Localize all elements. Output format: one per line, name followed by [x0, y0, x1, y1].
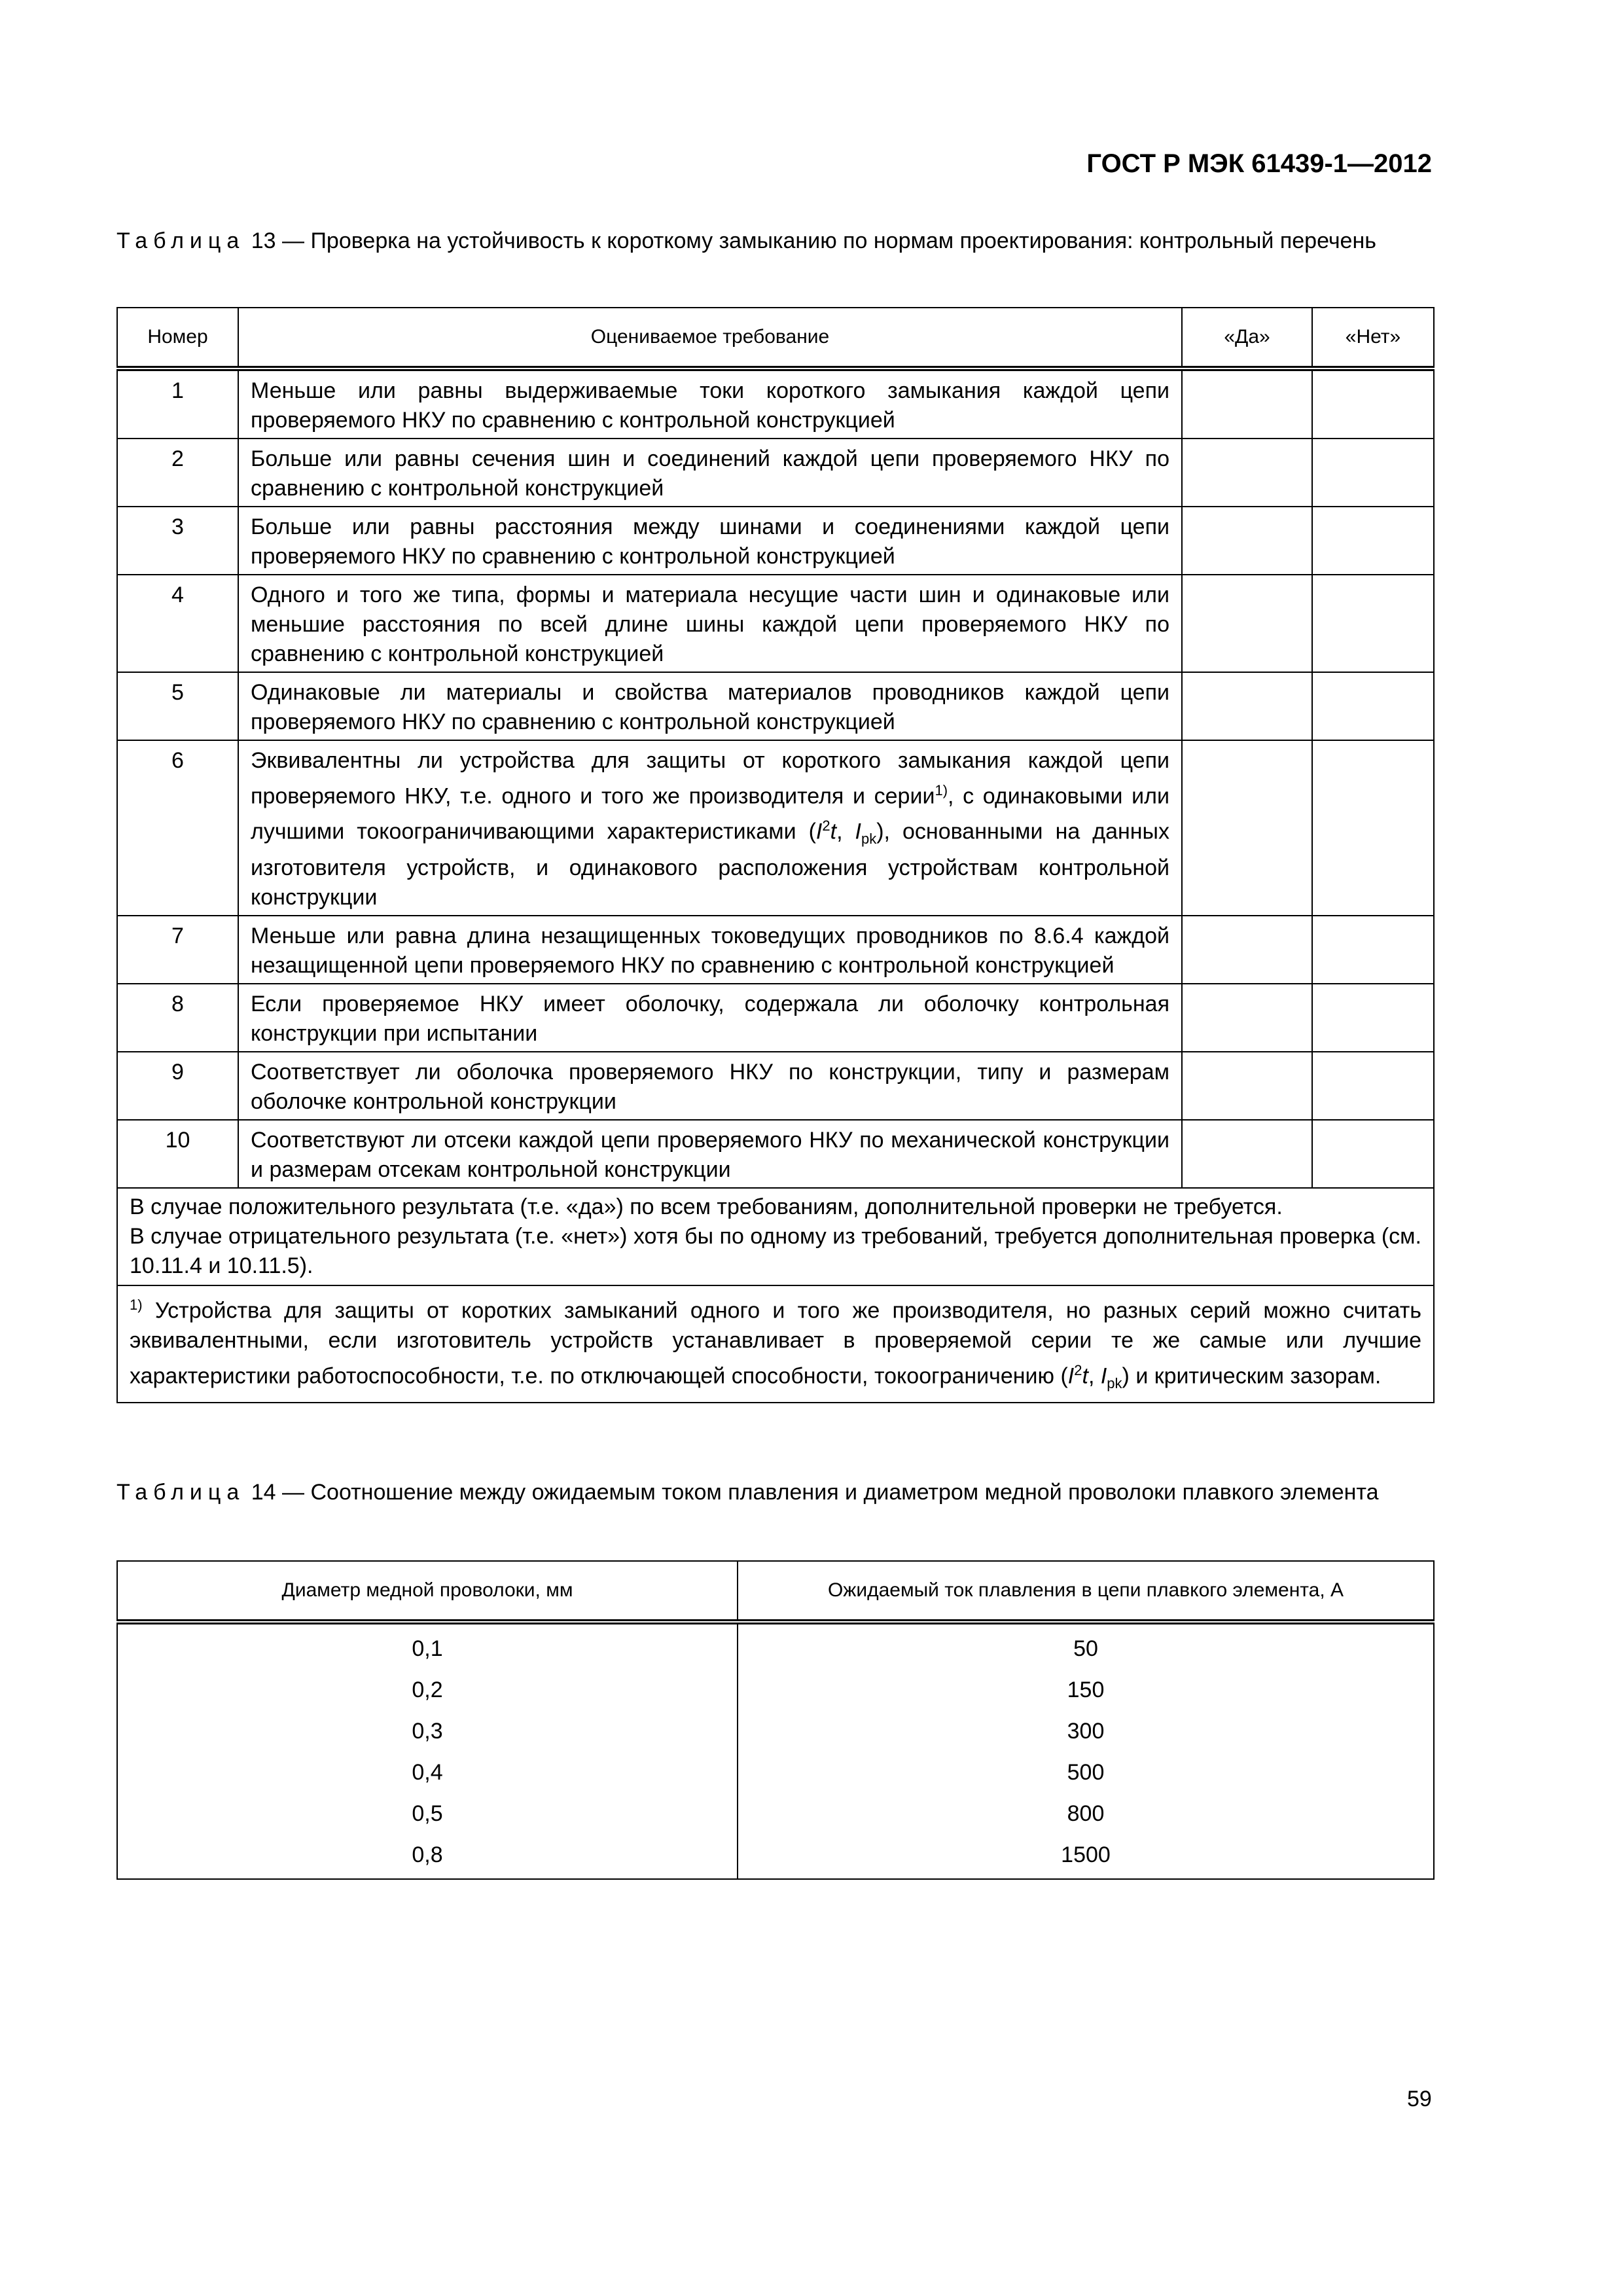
table-row [117, 1835, 1434, 1879]
no-cell [1312, 984, 1434, 1052]
page-number: 59 [1407, 2087, 1432, 2111]
symbol-t: t [830, 819, 837, 844]
header-fusing-current: Ожидаемый ток плавления в цепи плавкого элемента, А [738, 1561, 1434, 1622]
row-number: 10 [117, 1120, 238, 1188]
table-13-caption-text: 13 — Проверка на устойчивость к короткому замыканию по нормам проектирования: контрольный перечень [251, 228, 1376, 253]
symbol-i: I [1067, 1363, 1075, 1389]
yes-cell [1182, 672, 1312, 740]
footnote-row [117, 1285, 1434, 1402]
table-14-caption [116, 1478, 1432, 1507]
row-requirement: Больше или равны сечения шин и соединений каждой цепи проверяемого НКУ по сравнению с контрольной конструкцией [238, 439, 1182, 507]
yes-cell [1182, 507, 1312, 575]
yes-cell [1182, 916, 1312, 984]
yes-cell [1182, 439, 1312, 507]
diameter-cell: 0,4 [117, 1752, 738, 1793]
no-cell [1312, 672, 1434, 740]
row-number: 2 [117, 439, 238, 507]
symbol-separator: , [1088, 1363, 1101, 1389]
req-text-part: ), основанными на данных изготовителя устройств, и одинакового расположения устройствам контрольной конструкции [251, 819, 1169, 910]
table-14-caption-text: 14 — Соотношение между ожидаемым током плавления и диаметром медной проволоки плавкого элемента [251, 1480, 1379, 1505]
summary-positive: В случае положительного результата (т.е. «да») по всем требованиям, дополнительной проверки не требуется. [130, 1194, 1283, 1220]
yes-cell [1182, 368, 1312, 439]
yes-cell [1182, 1120, 1312, 1188]
diameter-cell: 0,3 [117, 1711, 738, 1752]
header-yes: «Да» [1182, 308, 1312, 368]
no-cell [1312, 1120, 1434, 1188]
req-text-part: , с одинаковыми или лучшими токоограничивающими характеристиками ( [251, 783, 1169, 844]
no-cell [1312, 368, 1434, 439]
header-number: Номер [117, 308, 238, 368]
diameter-cell: 0,5 [117, 1793, 738, 1835]
row-requirement [238, 740, 1182, 916]
table-row [117, 740, 1434, 916]
yes-cell [1182, 575, 1312, 672]
footnote-text-part: ) и критическим зазорам. [1122, 1363, 1382, 1389]
summary-cell [117, 1188, 1434, 1285]
footnote-cell [117, 1285, 1434, 1402]
symbol-ipk: I [1100, 1363, 1107, 1389]
row-number: 8 [117, 984, 238, 1052]
symbol-pk-subscript: pk [861, 831, 877, 848]
symbol-exponent: 2 [1074, 1361, 1082, 1378]
symbol-exponent: 2 [822, 817, 830, 834]
req-text-part: Эквивалентны ли устройства для защиты от короткого замыкания каждой цепи проверяемого НКУ, т.е. одного и того же производителя и серии [251, 748, 1169, 809]
no-cell [1312, 507, 1434, 575]
table-row [117, 439, 1434, 507]
row-requirement: Больше или равны расстояния между шинами и соединениями каждой цепи проверяемого НКУ по сравнению с контрольной конструкцией [238, 507, 1182, 575]
table-13-header-row [117, 308, 1434, 368]
no-cell [1312, 575, 1434, 672]
header-wire-diameter: Диаметр медной проволоки, мм [117, 1561, 738, 1622]
table-row [117, 368, 1434, 439]
table-row [117, 575, 1434, 672]
summary-row [117, 1188, 1434, 1285]
table-row [117, 672, 1434, 740]
symbol-ipk: I [855, 819, 861, 844]
row-number: 9 [117, 1052, 238, 1120]
row-requirement: Меньше или равна длина незащищенных токоведущих проводников по 8.6.4 каждой незащищенной цепи проверяемого НКУ по сравнению с контрольной конструкцией [238, 916, 1182, 984]
table-row [117, 1052, 1434, 1120]
no-cell [1312, 916, 1434, 984]
table-row [117, 916, 1434, 984]
no-cell [1312, 740, 1434, 916]
row-number: 6 [117, 740, 238, 916]
no-cell [1312, 1052, 1434, 1120]
row-requirement: Меньше или равны выдерживаемые токи короткого замыкания каждой цепи проверяемого НКУ по сравнению с контрольной конструкцией [238, 368, 1182, 439]
current-cell: 800 [738, 1793, 1434, 1835]
row-number: 7 [117, 916, 238, 984]
table-14-header-row [117, 1561, 1434, 1622]
current-cell: 500 [738, 1752, 1434, 1793]
footnote-mark: 1) [130, 1297, 143, 1314]
document-standard-number: ГОСТ Р МЭК 61439-1—2012 [1086, 149, 1432, 178]
current-cell: 50 [738, 1622, 1434, 1670]
yes-cell [1182, 1052, 1312, 1120]
current-cell: 300 [738, 1711, 1434, 1752]
yes-cell [1182, 740, 1312, 916]
row-requirement: Если проверяемое НКУ имеет оболочку, содержала ли оболочку контрольная конструкции при испытании [238, 984, 1182, 1052]
row-requirement: Одного и того же типа, формы и материала несущие части шин и одинаковые или меньшие расстояния по всей длине шины каждой цепи проверяемого НКУ по сравнению с контрольной конструкцией [238, 575, 1182, 672]
row-requirement: Соответствует ли оболочка проверяемого НКУ по конструкции, типу и размерам оболочке контрольной конструкции [238, 1052, 1182, 1120]
diameter-cell: 0,1 [117, 1622, 738, 1670]
header-requirement: Оцениваемое требование [238, 308, 1182, 368]
symbol-t: t [1082, 1363, 1088, 1389]
table-13 [116, 307, 1435, 1403]
symbol-separator: , [836, 819, 855, 844]
table-row [117, 1670, 1434, 1711]
table-13-caption-word: Таблица [116, 228, 245, 253]
diameter-cell: 0,8 [117, 1835, 738, 1879]
row-requirement: Соответствуют ли отсеки каждой цепи проверяемого НКУ по механической конструкции и размерам отсекам контрольной конструкции [238, 1120, 1182, 1188]
table-13-caption [116, 226, 1432, 256]
table-14-caption-word: Таблица [116, 1480, 245, 1505]
no-cell [1312, 439, 1434, 507]
current-cell: 1500 [738, 1835, 1434, 1879]
row-number: 1 [117, 368, 238, 439]
row-number: 3 [117, 507, 238, 575]
symbol-i: I [815, 819, 823, 844]
table-row [117, 1120, 1434, 1188]
table-row [117, 1793, 1434, 1835]
symbol-pk-subscript: pk [1107, 1374, 1122, 1391]
footnote-text-part: Устройства для защиты от коротких замыканий одного и того же производителя, но разных серий можно считать эквивалентными, если изготовитель устройств устанавливает в проверяемой серии те же самые или лучшие характеристики работоспособности, т.е. по отключающей способности, токоограничению ( [130, 1298, 1421, 1389]
table-row [117, 984, 1434, 1052]
table-row [117, 1711, 1434, 1752]
header-no: «Нет» [1312, 308, 1434, 368]
yes-cell [1182, 984, 1312, 1052]
table-14 [116, 1560, 1435, 1880]
row-requirement: Одинаковые ли материалы и свойства материалов проводников каждой цепи проверяемого НКУ по сравнению с контрольной конструкцией [238, 672, 1182, 740]
table-row [117, 507, 1434, 575]
summary-negative: В случае отрицательного результата (т.е. «нет») хотя бы по одному из требований, требуется дополнительная проверка (см. 10.11.4 и 10.11.5). [130, 1224, 1421, 1279]
current-cell: 150 [738, 1670, 1434, 1711]
footnote-ref: 1) [935, 782, 948, 798]
diameter-cell: 0,2 [117, 1670, 738, 1711]
row-number: 5 [117, 672, 238, 740]
table-row [117, 1622, 1434, 1670]
table-row [117, 1752, 1434, 1793]
row-number: 4 [117, 575, 238, 672]
